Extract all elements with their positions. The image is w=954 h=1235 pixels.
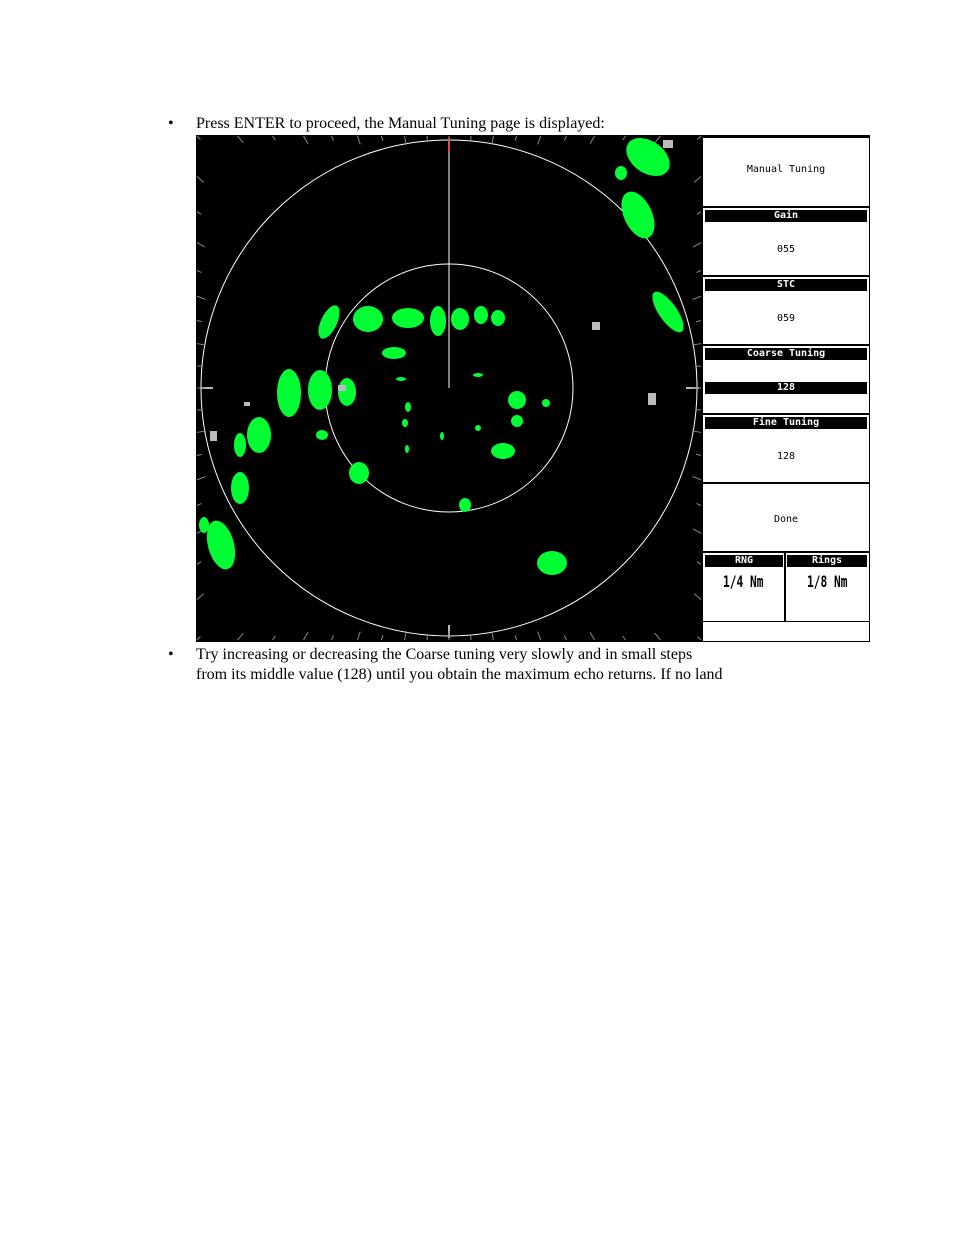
stc-label: STC: [705, 279, 867, 291]
control-panel: [703, 135, 870, 642]
bullet-glyph: •: [168, 115, 174, 132]
fine-tuning-value[interactable]: 128: [776, 451, 796, 462]
instruction-text-1: Press ENTER to proceed, the Manual Tuning page is displayed:: [196, 115, 605, 132]
radar-display: [196, 135, 703, 642]
rings-value[interactable]: 1/8 Nm: [807, 572, 848, 591]
stc-value[interactable]: 059: [776, 313, 796, 324]
instruction-text-2: Try increasing or decreasing the Coarse tuning very slowly and in small steps: [196, 646, 693, 663]
coarse-tuning-label: Coarse Tuning: [705, 348, 867, 360]
rings-label: Rings: [787, 555, 867, 567]
instruction-text-3: from its middle value (128) until you obtain the maximum echo returns. If no land: [196, 666, 723, 683]
gain-value[interactable]: 055: [776, 244, 796, 255]
bullet-glyph: •: [168, 646, 174, 663]
rng-value[interactable]: 1/4 Nm: [723, 572, 764, 591]
fine-tuning-label: Fine Tuning: [705, 417, 867, 429]
gain-label: Gain: [705, 210, 867, 222]
radar-screenshot: [196, 135, 870, 642]
panel-title: Manual Tuning: [746, 164, 826, 175]
rng-label: RNG: [705, 555, 783, 567]
coarse-tuning-value[interactable]: 128: [705, 382, 867, 394]
done-button[interactable]: Done: [773, 514, 799, 525]
